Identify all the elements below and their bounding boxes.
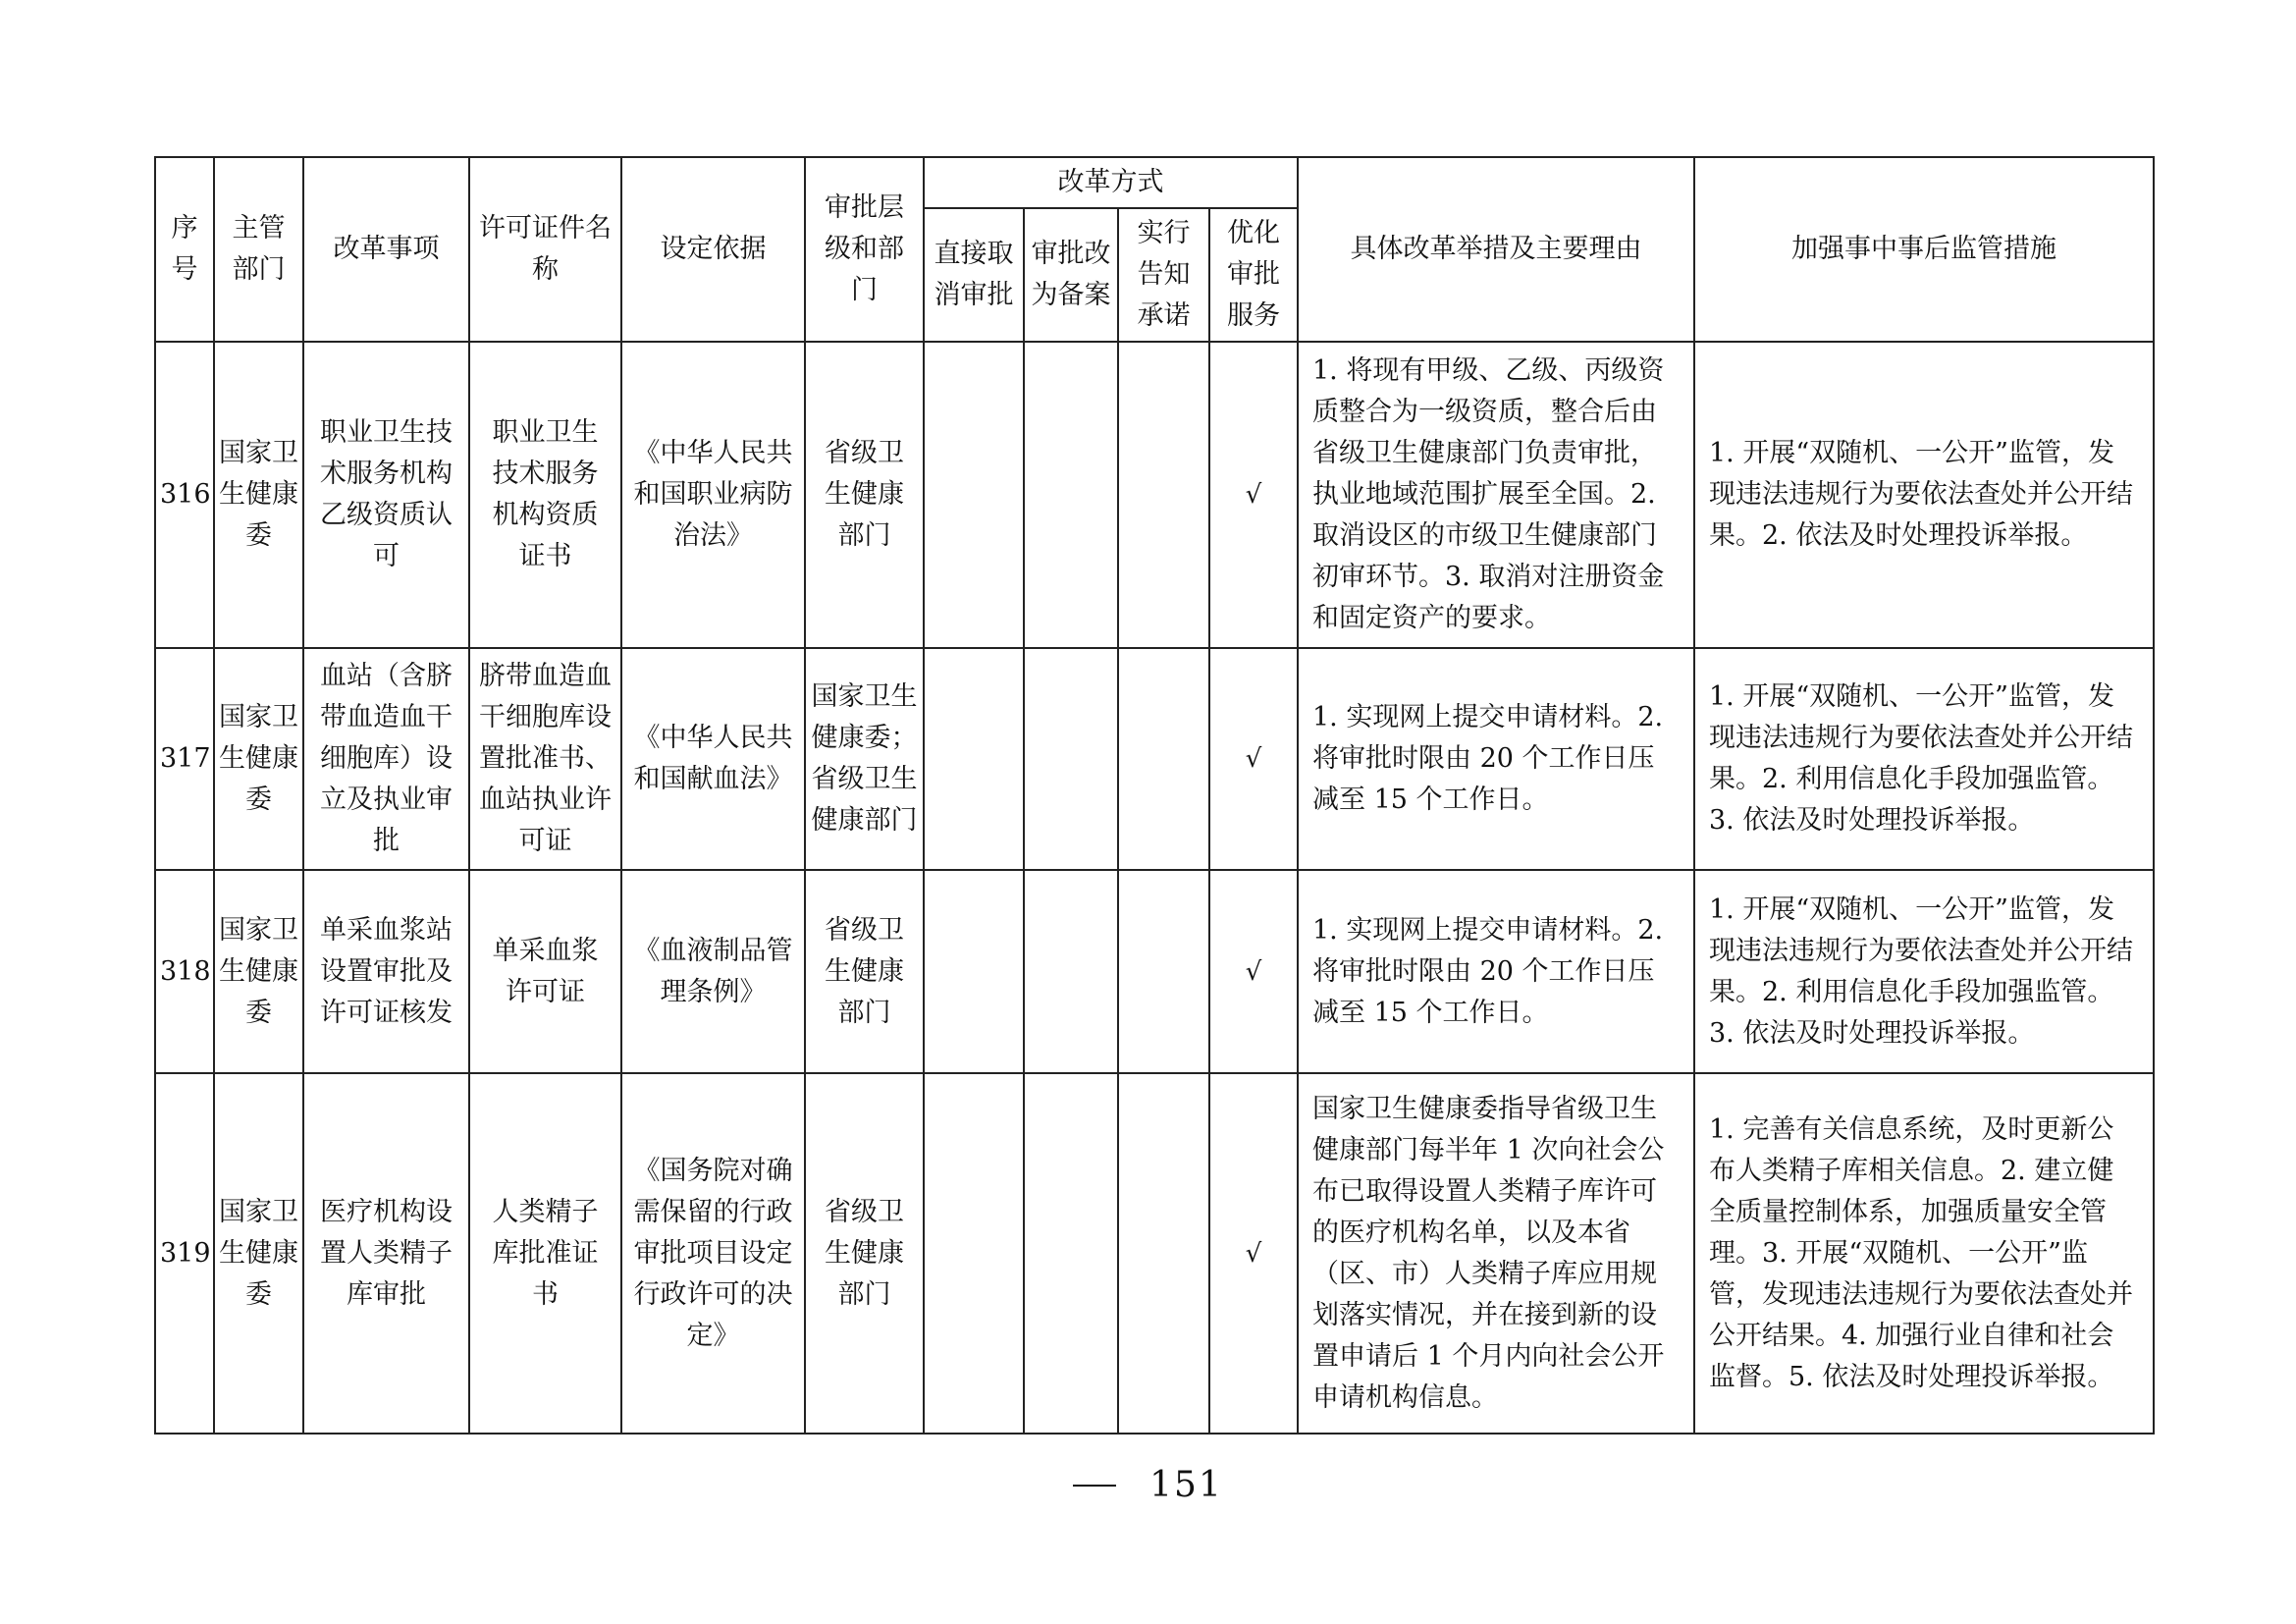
cell-method-cancel — [924, 342, 1024, 648]
header-license: 许可证件名称 — [469, 157, 621, 342]
cell-measures: 1. 将现有甲级、乙级、丙级资质整合为一级资质，整合后由省级卫生健康部门负责审批，执业地域范围扩展至全国。2. 取消设区的市级卫生健康部门初审环节。3. 取消对注册资金和固定资产的要求。 — [1298, 342, 1694, 648]
cell-level: 省级卫生健康部门 — [805, 342, 924, 648]
cell-item: 职业卫生技术服务机构乙级资质认可 — [303, 342, 469, 648]
cell-measures: 国家卫生健康委指导省级卫生健康部门每半年 1 次向社会公布已取得设置人类精子库许可的医疗机构名单，以及本省（区、市）人类精子库应用规划落实情况，并在接到新的设置申请后 1 个月内向社会公开申请机构信息。 — [1298, 1073, 1694, 1434]
cell-supervision: 1. 开展“双随机、一公开”监管，发现违法违规行为要依法查处并公开结果。2. 利用信息化手段加强监管。3. 依法及时处理投诉举报。 — [1694, 648, 2154, 870]
cell-item: 血站（含脐带血造血干细胞库）设立及执业审批 — [303, 648, 469, 870]
cell-method-record — [1024, 1073, 1118, 1434]
page-dash — [1073, 1485, 1116, 1487]
cell-measures: 1. 实现网上提交申请材料。2. 将审批时限由 20 个工作日压减至 15 个工作日。 — [1298, 648, 1694, 870]
check-mark: √ — [1209, 870, 1298, 1073]
cell-seq: 318 — [155, 870, 214, 1073]
header-measures: 具体改革举措及主要理由 — [1298, 157, 1694, 342]
cell-dept: 国家卫生健康委 — [214, 1073, 303, 1434]
cell-item: 医疗机构设置人类精子库审批 — [303, 1073, 469, 1434]
check-mark: √ — [1209, 648, 1298, 870]
header-basis: 设定依据 — [621, 157, 805, 342]
cell-method-record — [1024, 342, 1118, 648]
cell-supervision: 1. 开展“双随机、一公开”监管，发现违法违规行为要依法查处并公开结果。2. 依法及时处理投诉举报。 — [1694, 342, 2154, 648]
cell-method-commit — [1118, 342, 1209, 648]
check-mark: √ — [1209, 342, 1298, 648]
cell-method-record — [1024, 870, 1118, 1073]
cell-license: 职业卫生技术服务机构资质证书 — [469, 342, 621, 648]
cell-license: 人类精子库批准证书 — [469, 1073, 621, 1434]
cell-method-record — [1024, 648, 1118, 870]
cell-seq: 319 — [155, 1073, 214, 1434]
cell-license: 单采血浆许可证 — [469, 870, 621, 1073]
header-item: 改革事项 — [303, 157, 469, 342]
cell-basis: 《中华人民共和国职业病防治法》 — [621, 342, 805, 648]
cell-seq: 316 — [155, 342, 214, 648]
cell-basis: 《国务院对确需保留的行政审批项目设定行政许可的决定》 — [621, 1073, 805, 1434]
table-row — [155, 870, 2154, 1073]
page-footer — [0, 1465, 2296, 1505]
cell-method-cancel — [924, 648, 1024, 870]
cell-level: 国家卫生健康委；省级卫生健康部门 — [805, 648, 924, 870]
cell-item: 单采血浆站设置审批及许可证核发 — [303, 870, 469, 1073]
page-number: 151 — [1149, 1465, 1223, 1505]
cell-license: 脐带血造血干细胞库设置批准书、血站执业许可证 — [469, 648, 621, 870]
header-dept: 主管部门 — [214, 157, 303, 342]
cell-dept: 国家卫生健康委 — [214, 870, 303, 1073]
cell-supervision: 1. 完善有关信息系统，及时更新公布人类精子库相关信息。2. 建立健全质量控制体系，加强质量安全管理。3. 开展“双随机、一公开”监管，发现违法违规行为要依法查处并公开结果。4. 加强行业自律和社会监督。5. 依法及时处理投诉举报。 — [1694, 1073, 2154, 1434]
cell-method-commit — [1118, 870, 1209, 1073]
header-method-commit: 实行告知承诺 — [1118, 208, 1209, 342]
header-seq: 序号 — [155, 157, 214, 342]
cell-basis: 《血液制品管理条例》 — [621, 870, 805, 1073]
cell-seq: 317 — [155, 648, 214, 870]
cell-supervision: 1. 开展“双随机、一公开”监管，发现违法违规行为要依法查处并公开结果。2. 利用信息化手段加强监管。3. 依法及时处理投诉举报。 — [1694, 870, 2154, 1073]
table-row — [155, 648, 2154, 870]
cell-method-cancel — [924, 870, 1024, 1073]
table-row — [155, 342, 2154, 648]
check-mark: √ — [1209, 1073, 1298, 1434]
cell-measures: 1. 实现网上提交申请材料。2. 将审批时限由 20 个工作日压减至 15 个工作日。 — [1298, 870, 1694, 1073]
header-method-record: 审批改为备案 — [1024, 208, 1118, 342]
cell-level: 省级卫生健康部门 — [805, 1073, 924, 1434]
header-level: 审批层级和部门 — [805, 157, 924, 342]
header-method-group: 改革方式 — [924, 157, 1298, 208]
header-supervision: 加强事中事后监管措施 — [1694, 157, 2154, 342]
cell-method-commit — [1118, 1073, 1209, 1434]
cell-dept: 国家卫生健康委 — [214, 342, 303, 648]
cell-basis: 《中华人民共和国献血法》 — [621, 648, 805, 870]
header-method-optimize: 优化审批服务 — [1209, 208, 1298, 342]
reform-table — [154, 156, 2155, 1435]
cell-method-cancel — [924, 1073, 1024, 1434]
header-method-cancel: 直接取消审批 — [924, 208, 1024, 342]
cell-method-commit — [1118, 648, 1209, 870]
cell-level: 省级卫生健康部门 — [805, 870, 924, 1073]
cell-dept: 国家卫生健康委 — [214, 648, 303, 870]
table-row — [155, 1073, 2154, 1434]
